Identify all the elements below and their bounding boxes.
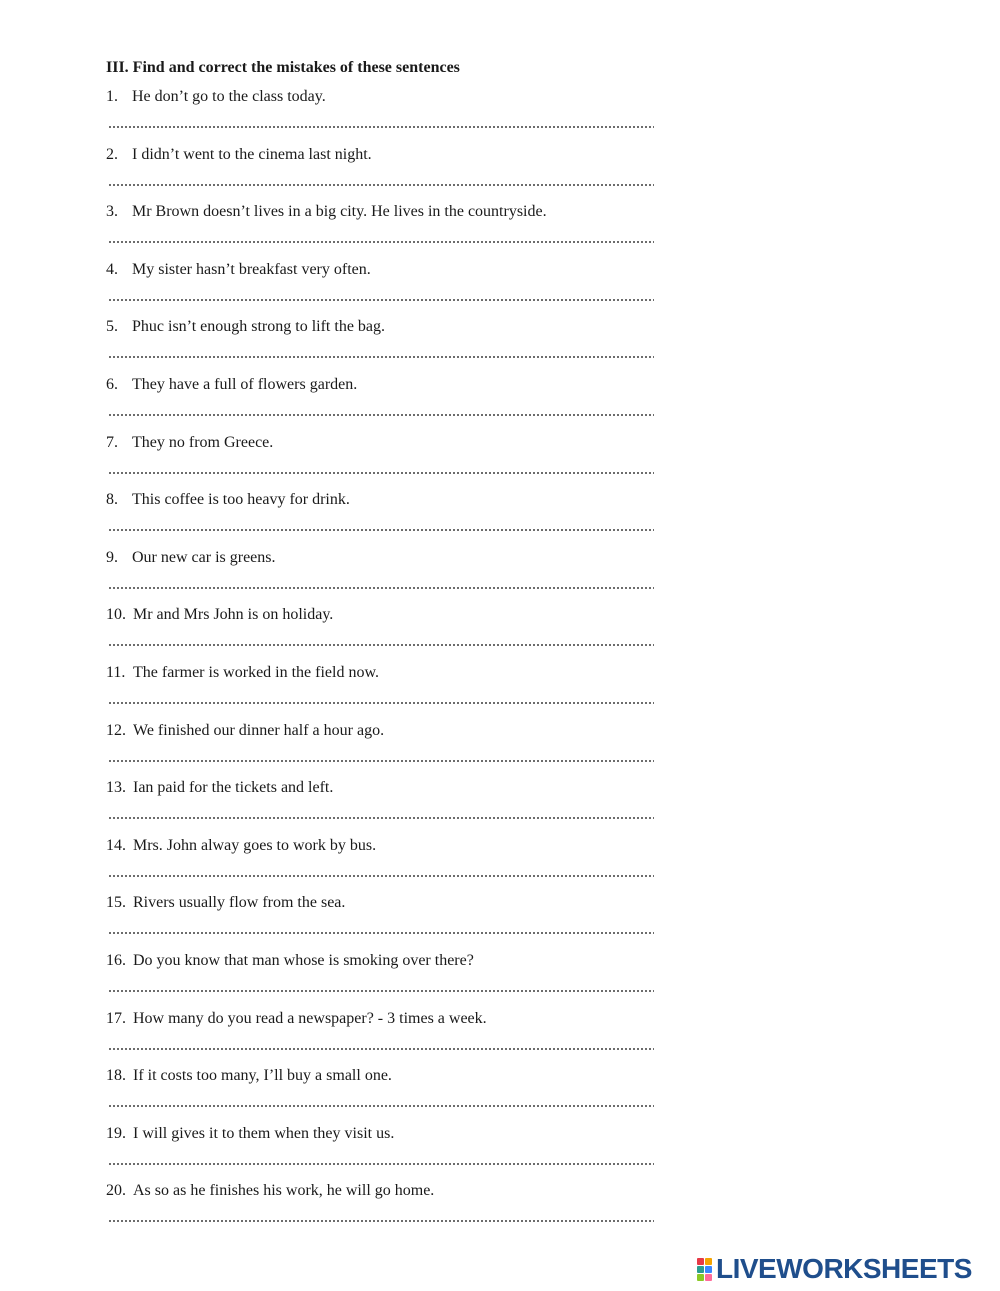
question-number: 9.	[106, 548, 118, 566]
question-item-16	[106, 951, 654, 1009]
answer-input-19[interactable]	[108, 1160, 654, 1168]
question-number: 8.	[106, 491, 118, 509]
question-item-7	[106, 433, 654, 491]
question-text-row	[106, 893, 345, 913]
question-text-row	[106, 1124, 394, 1144]
answer-input-3[interactable]	[108, 238, 654, 246]
question-text-row	[106, 1181, 434, 1201]
question-sentence: They have a full of flowers garden.	[132, 375, 358, 393]
question-text-row	[106, 1009, 487, 1029]
question-sentence: Do you know that man whose is smoking over there?	[133, 951, 474, 969]
answer-input-6[interactable]	[108, 411, 654, 419]
answer-input-2[interactable]	[108, 181, 654, 189]
answer-input-11[interactable]	[108, 699, 654, 707]
question-sentence: Mrs. John alway goes to work by bus.	[133, 836, 377, 854]
question-sentence: Mr and Mrs John is on holiday.	[133, 606, 334, 624]
question-item-2	[106, 145, 654, 203]
question-sentence: My sister hasn’t breakfast very often.	[132, 260, 371, 278]
question-number: 5.	[106, 318, 118, 336]
question-sentence: How many do you read a newspaper? - 3 times a week.	[133, 1009, 487, 1027]
question-sentence: Mr Brown doesn’t lives in a big city. He lives in the countryside.	[132, 203, 547, 221]
question-number: 10.	[106, 606, 126, 624]
answer-input-18[interactable]	[108, 1102, 654, 1110]
question-item-13	[106, 778, 654, 836]
question-text-row	[106, 145, 372, 165]
question-text-row	[106, 375, 357, 395]
question-number: 20.	[106, 1182, 126, 1200]
question-text-row	[106, 605, 333, 625]
question-item-9	[106, 548, 654, 606]
question-sentence: Rivers usually flow from the sea.	[133, 894, 346, 912]
question-item-1	[106, 87, 654, 145]
question-text-row	[106, 202, 547, 222]
question-item-3	[106, 202, 654, 260]
question-text-row	[106, 490, 350, 510]
question-number: 3.	[106, 203, 118, 221]
logo-square	[697, 1258, 704, 1265]
logo-text: LIVEWORKSHEETS	[716, 1253, 972, 1284]
question-number: 11.	[106, 663, 126, 681]
question-number: 2.	[106, 145, 118, 163]
question-number: 6.	[106, 375, 118, 393]
answer-input-10[interactable]	[108, 641, 654, 649]
question-number: 7.	[106, 433, 118, 451]
answer-input-20[interactable]	[108, 1217, 654, 1225]
question-item-6	[106, 375, 654, 433]
question-item-14	[106, 836, 654, 894]
answer-input-7[interactable]	[108, 469, 654, 477]
question-sentence: If it costs too many, I’ll buy a small one.	[133, 1067, 392, 1085]
question-number: 4.	[106, 260, 118, 278]
question-number: 15.	[106, 894, 126, 912]
answer-input-14[interactable]	[108, 872, 654, 880]
question-sentence: The farmer is worked in the field now.	[133, 663, 379, 681]
question-sentence: We finished our dinner half a hour ago.	[133, 721, 385, 739]
question-text-row	[106, 260, 371, 280]
question-list	[106, 87, 654, 1239]
logo-square	[697, 1274, 704, 1281]
answer-input-16[interactable]	[108, 987, 654, 995]
logo-square	[705, 1258, 712, 1265]
logo-square	[705, 1266, 712, 1273]
answer-input-17[interactable]	[108, 1045, 654, 1053]
question-text-row	[106, 87, 326, 107]
question-sentence: I didn’t went to the cinema last night.	[132, 145, 372, 163]
answer-input-8[interactable]	[108, 526, 654, 534]
question-number: 13.	[106, 779, 126, 797]
question-text-row	[106, 663, 379, 683]
question-item-10	[106, 605, 654, 663]
logo-square	[705, 1274, 712, 1281]
question-number: 12.	[106, 721, 126, 739]
liveworksheets-logo-icon	[697, 1258, 712, 1281]
question-sentence: Our new car is greens.	[132, 548, 276, 566]
question-text-row	[106, 433, 273, 453]
question-item-8	[106, 490, 654, 548]
question-item-4	[106, 260, 654, 318]
question-sentence: They no from Greece.	[132, 433, 274, 451]
question-number: 18.	[106, 1067, 126, 1085]
question-number: 19.	[106, 1124, 126, 1142]
question-number: 16.	[106, 951, 126, 969]
question-number: 1.	[106, 88, 118, 105]
question-item-11	[106, 663, 654, 721]
question-text-row	[106, 951, 474, 971]
question-sentence: As so as he finishes his work, he will go home.	[133, 1182, 435, 1200]
question-item-19	[106, 1124, 654, 1182]
liveworksheets-logo	[697, 1254, 972, 1284]
question-item-17	[106, 1009, 654, 1067]
question-text-row	[106, 836, 376, 856]
question-item-18	[106, 1066, 654, 1124]
logo-square	[697, 1266, 704, 1273]
question-text-row	[106, 721, 384, 741]
question-text-row	[106, 317, 385, 337]
question-text-row	[106, 778, 333, 798]
question-sentence: He don’t go to the class today.	[132, 88, 326, 105]
answer-input-5[interactable]	[108, 353, 654, 361]
question-number: 17.	[106, 1009, 126, 1027]
answer-input-12[interactable]	[108, 757, 654, 765]
question-sentence: I will gives it to them when they visit us.	[133, 1124, 395, 1142]
worksheet-heading: III. Find and correct the mistakes of these sentences	[106, 59, 460, 76]
question-item-12	[106, 721, 654, 779]
question-sentence: Ian paid for the tickets and left.	[133, 779, 334, 797]
question-item-5	[106, 317, 654, 375]
answer-input-4[interactable]	[108, 296, 654, 304]
question-text-row	[106, 548, 276, 568]
question-sentence: Phuc isn’t enough strong to lift the bag.	[132, 318, 386, 336]
question-text-row	[106, 1066, 392, 1086]
answer-input-13[interactable]	[108, 814, 654, 822]
question-sentence: This coffee is too heavy for drink.	[132, 491, 350, 509]
answer-input-15[interactable]	[108, 929, 654, 937]
question-item-15	[106, 893, 654, 951]
answer-input-9[interactable]	[108, 584, 654, 592]
question-number: 14.	[106, 836, 126, 854]
answer-input-1[interactable]	[108, 123, 654, 131]
question-item-20	[106, 1181, 654, 1239]
